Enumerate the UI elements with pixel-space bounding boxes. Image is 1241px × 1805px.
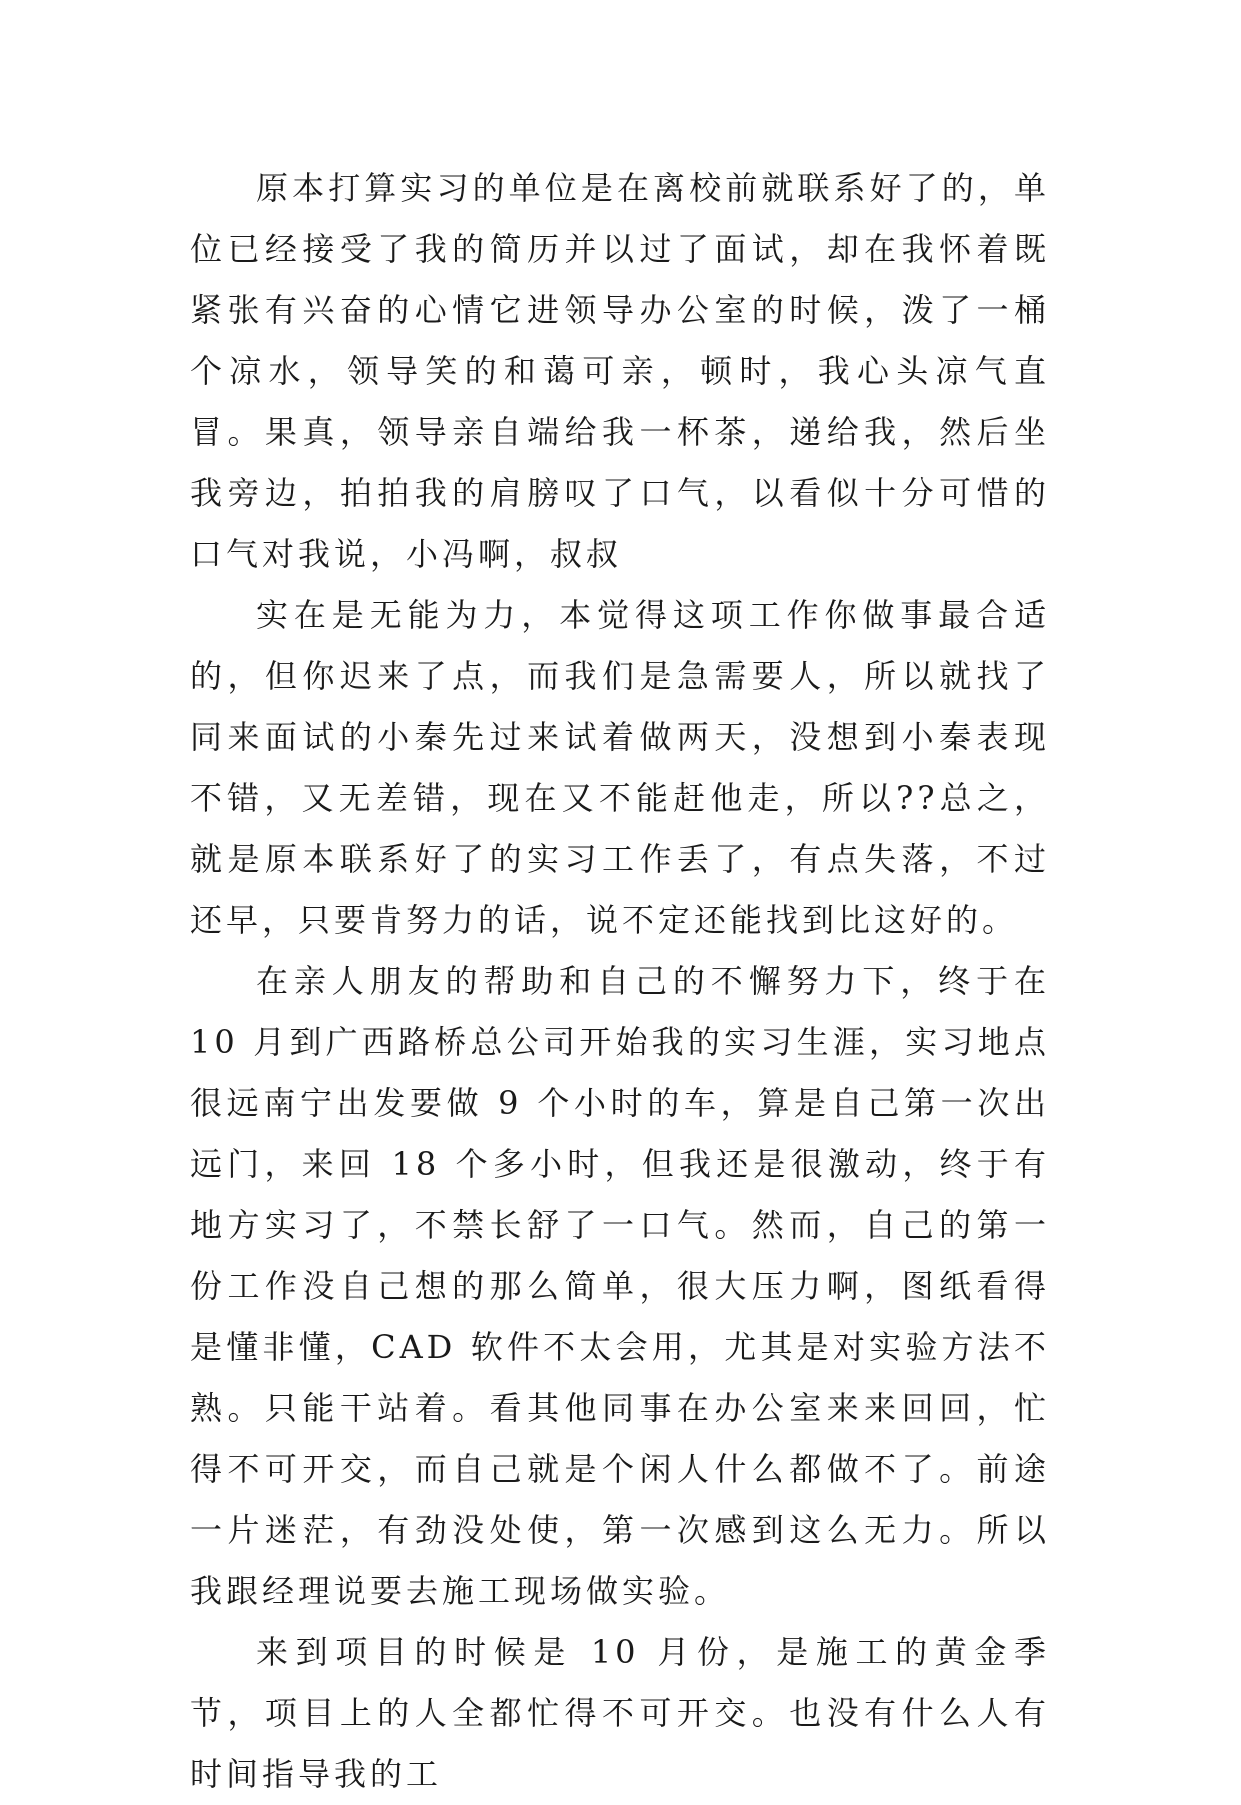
paragraph-1: 原本打算实习的单位是在离校前就联系好了的，单位已经接受了我的简历并以过了面试，却在我怀着既紧张有兴奋的心情它进领导办公室的时候，泼了一桶个凉水，领导笑的和蔼可亲，顿时，我心头凉气直冒。果真，领导亲自端给我一杯茶，递给我，然后坐我旁边，拍拍我的肩膀叹了口气，以看似十分可惜的口气对我说，小冯啊，叔叔 [190, 169, 1050, 573]
paragraph-3: 在亲人朋友的帮助和自己的不懈努力下，终于在 10 月到广西路桥总公司开始我的实习生涯，实习地点很远南宁出发要做 9 个小时的车，算是自己第一次出远门，来回 18 个多小时，但我还是很激动，终于有地方实习了，不禁长舒了一口气。然而，自己的第一份工作没自己想的那么简单，很大压力啊，图纸看得是懂非懂，CAD 软件不太会用，尤其是对实验方法不熟。只能干站着。看其他同事在办公室来来回回，忙得不可开交，而自己就是个闲人什么都做不了。前途一片迷茫，有劲没处使，第一次感到这么无力。所以我跟经理说要去施工现场做实验。 [190, 962, 1050, 1610]
paragraph-2: 实在是无能为力，本觉得这项工作你做事最合适的，但你迟来了点，而我们是急需要人，所以就找了同来面试的小秦先过来试着做两天，没想到小秦表现不错，又无差错，现在又不能赶他走，所以??总之，就是原本联系好了的实习工作丢了，有点失落，不过还早，只要肯努力的话，说不定还能找到比这好的。 [190, 596, 1050, 939]
body-text [190, 158, 1050, 1805]
paragraph-4: 来到项目的时候是 10 月份，是施工的黄金季节，项目上的人全都忙得不可开交。也没有什么人有时间指导我的工 [190, 1633, 1050, 1793]
